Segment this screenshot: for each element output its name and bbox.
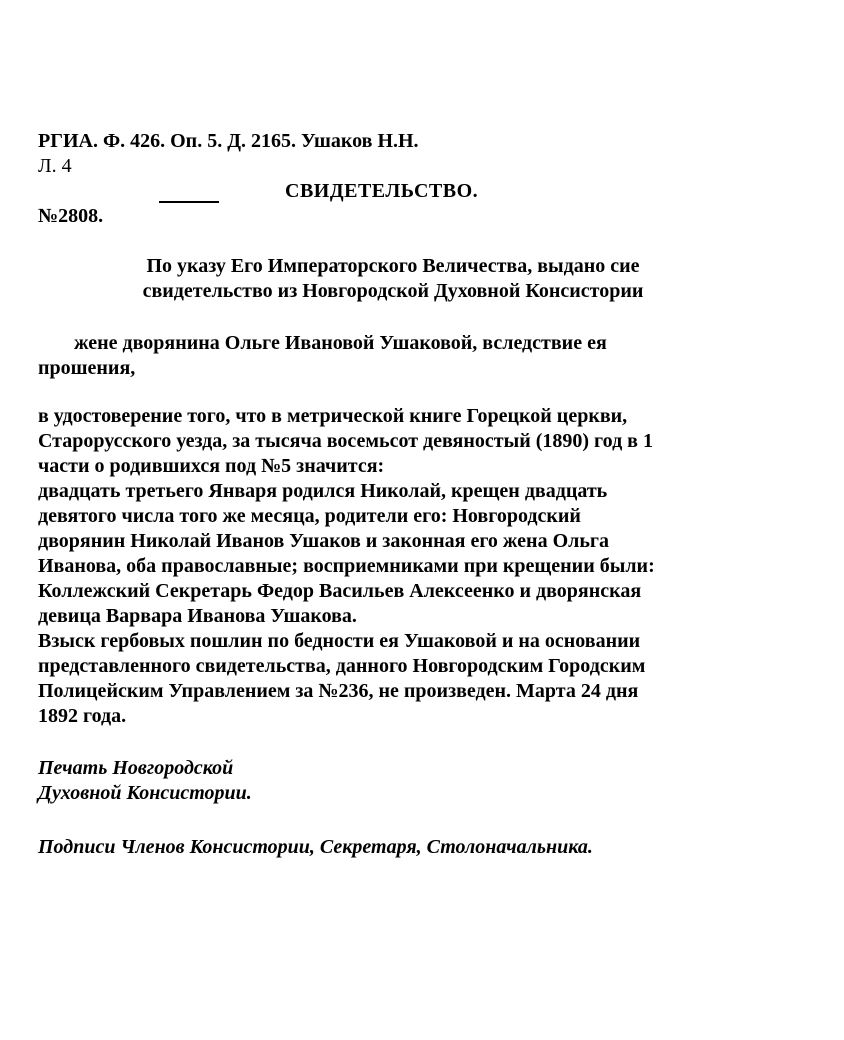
body-line: Взыск гербовых пошлин по бедности ея Ушаковой и на основании bbox=[38, 630, 641, 652]
spacer bbox=[38, 806, 818, 831]
preamble-line: свидетельство из Новгородской Духовной Консистории bbox=[142, 280, 644, 302]
title-row bbox=[38, 179, 818, 204]
recipient-line: прошения, bbox=[38, 357, 136, 379]
sheet-number: Л. 4 bbox=[38, 155, 72, 177]
body-line: Старорусского уезда, за тысяча восемьсот девяностый (1890) год в 1 bbox=[38, 430, 653, 452]
body-line: двадцать третьего Января родился Николай, крещен двадцать bbox=[38, 480, 608, 502]
body-line: в удостоверение того, что в метрической книге Горецкой церкви, bbox=[38, 405, 628, 427]
body-line: дворянин Николай Иванов Ушаков и законная его жена Ольга bbox=[38, 530, 610, 552]
seal-line: Печать Новгородской bbox=[38, 757, 234, 779]
spacer bbox=[38, 381, 818, 406]
document-title: СВИДЕТЕЛЬСТВО. bbox=[285, 180, 479, 202]
recipient-line: жене дворянина Ольге Ивановой Ушаковой, вследствие ея bbox=[74, 332, 607, 354]
archive-reference: РГИА. Ф. 426. Оп. 5. Д. 2165. Ушаков Н.Н. bbox=[38, 130, 419, 152]
body-line: Коллежский Секретарь Федор Васильев Алексеенко и дворянская bbox=[38, 580, 642, 602]
body-line: девятого числа того же месяца, родители его: Новгородский bbox=[38, 505, 581, 527]
preamble-line: По указу Его Императорского Величества, выдано сие bbox=[146, 255, 640, 277]
spacer bbox=[38, 229, 818, 254]
signatures-note bbox=[38, 835, 818, 860]
body-line: части о родившихся под №5 значится: bbox=[38, 455, 385, 477]
blank-underline bbox=[159, 179, 219, 203]
body-line: 1892 года. bbox=[38, 705, 127, 727]
body-line: Иванова, оба православные; восприемниками при крещении были: bbox=[38, 555, 655, 577]
seal-note bbox=[38, 756, 818, 806]
body-line: девица Варвара Иванова Ушакова. bbox=[38, 605, 357, 627]
recipient bbox=[38, 331, 818, 381]
document bbox=[38, 129, 818, 860]
body-line: Полицейским Управлением за №236, не произведен. Марта 24 дня bbox=[38, 680, 639, 702]
signatures-line: Подписи Членов Консистории, Секретаря, Столоначальника. bbox=[38, 836, 593, 858]
certificate-number: №2808. bbox=[38, 205, 104, 227]
body-line: представленного свидетельства, данного Новгородским Городским bbox=[38, 655, 646, 677]
seal-line: Духовной Консистории. bbox=[38, 782, 252, 804]
certificate-body bbox=[38, 404, 818, 729]
spacer bbox=[38, 729, 818, 754]
preamble bbox=[38, 254, 748, 304]
spacer bbox=[38, 304, 818, 329]
